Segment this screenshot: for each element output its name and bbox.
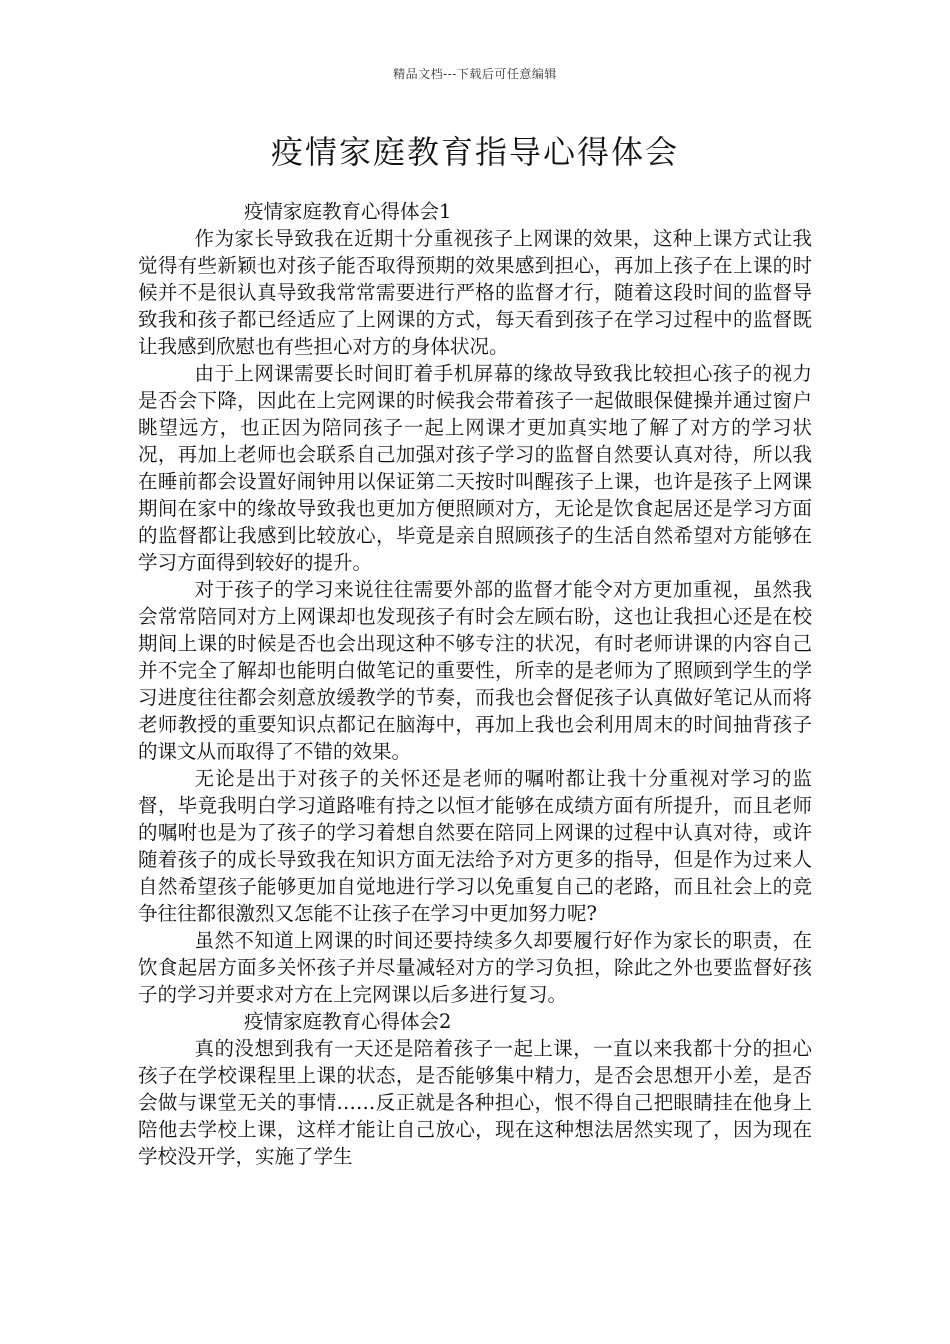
paragraph: 由于上网课需要长时间盯着手机屏幕的缘故导致我比较担心孩子的视力是否会下降，因此在上完网课的时候我会带着孩子一起做眼保健操并通过窗户眺望远方，也正因为陪同孩子一起上网课才更加真实地了解了对方的学习状况，再加上老师也会联系自己加强对孩子学习的监督自然要认真对待，所以我在睡前都会设置好闹钟用以保证第二天按时叫醒孩子上课，也许是孩子上网课期间在家中的缘故导致我也更加方便照顾对方，无论是饮食起居还是学习方面的监督都让我感到比较放心，毕竟是亲自照顾孩子的生活自然希望对方能够在学习方面得到较好的提升。: [138, 362, 812, 574]
paragraph: 真的没想到我有一天还是陪着孩子一起上课，一直以来我都十分的担心孩子在学校课程里上课的状态，是否能够集中精力，是否会思想开小差，是否会做与课堂无关的事情……反正就是各种担心，恨不得自己把眼睛挂在他身上陪他去学校上课，这样才能让自己放心，现在这种想法居然实现了，因为现在学校没开学，实施了学生: [138, 1037, 812, 1168]
header-note: 精品文档---下载后可任意编辑: [393, 67, 557, 81]
document-body: [138, 198, 812, 1170]
paragraph: 虽然不知道上网课的时间还要持续多久却要履行好作为家长的职责，在饮食起居方面多关怀孩子并尽量减轻对方的学习负担，除此之外也要监督好孩子的学习并要求对方在上完网课以后多进行复习。: [138, 929, 812, 1006]
paragraph: 作为家长导致我在近期十分重视孩子上网课的效果，这种上课方式让我觉得有些新颖也对孩子能否取得预期的效果感到担心，再加上孩子在上课的时候并不是很认真导致我常常需要进行严格的监督才行，随着这段时间的监督导致我和孩子都已经适应了上网课的方式，每天看到孩子在学习过程中的监督既让我感到欣慰也有些担心对方的身体状况。: [138, 227, 812, 358]
paragraph: 无论是出于对孩子的关怀还是老师的嘱咐都让我十分重视对学习的监督，毕竟我明白学习道路唯有持之以恒才能够在成绩方面有所提升，而且老师的嘱咐也是为了孩子的学习着想自然要在陪同上网课的过程中认真对待，或许随着孩子的成长导致我在知识方面无法给予对方更多的指导，但是作为过来人自然希望孩子能够更加自觉地进行学习以免重复自己的老路，而且社会上的竞争往往都很激烈又怎能不让孩子在学习中更加努力呢?: [138, 767, 812, 925]
section-heading-1: 疫情家庭教育心得体会1: [244, 200, 452, 223]
paragraph: 对于孩子的学习来说往往需要外部的监督才能令对方更加重视，虽然我会常常陪同对方上网课却也发现孩子有时会左顾右盼，这也让我担心还是在校期间上课的时候是否也会出现这种不够专注的状况，有时老师讲课的内容自己并不完全了解却也能明白做笔记的重要性，所幸的是老师为了照顾到学生的学习进度往往都会刻意放缓教学的节奏，而我也会督促孩子认真做好笔记从而将老师教授的重要知识点都记在脑海中，再加上我也会利用周末的时间抽背孩子的课文从而取得了不错的效果。: [138, 578, 812, 763]
document-title: 疫情家庭教育指导心得体会: [270, 133, 679, 171]
section-heading-2: 疫情家庭教育心得体会2: [244, 1010, 452, 1033]
